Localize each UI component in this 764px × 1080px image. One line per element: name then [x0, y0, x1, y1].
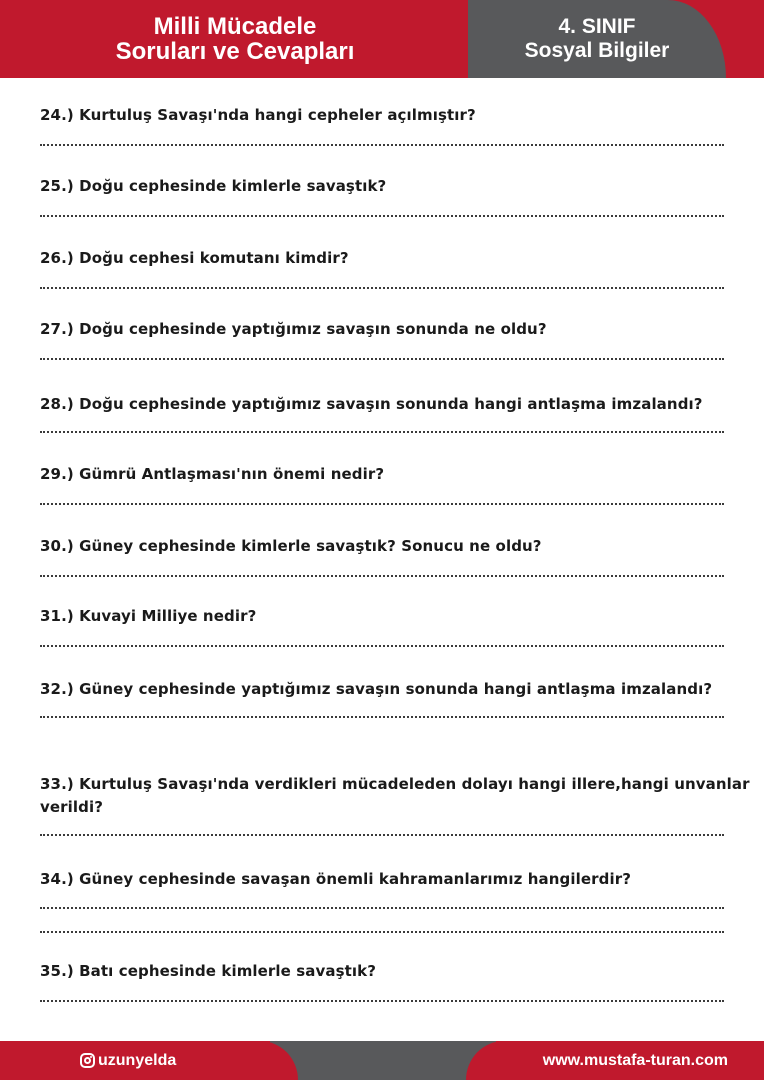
answer-line [40, 834, 724, 836]
answer-line [40, 431, 724, 433]
question-35: 35.) Batı cephesinde kimlerle savaştık? [40, 962, 377, 980]
answer-line [40, 215, 724, 217]
answer-line [40, 931, 724, 933]
footer-website[interactable] [466, 1041, 764, 1080]
answer-line [40, 1000, 724, 1002]
page-footer [0, 1041, 764, 1080]
question-32: 32.) Güney cephesinde yaptığımız savaşın sonunda hangi antlaşma imzalandı? [40, 680, 713, 698]
answer-line [40, 716, 724, 718]
question-26: 26.) Doğu cephesi komutanı kimdir? [40, 249, 349, 267]
question-33-continued: verildi? [40, 798, 104, 816]
header-grade-block [468, 0, 726, 78]
question-29: 29.) Gümrü Antlaşması'nın önemi nedir? [40, 465, 385, 483]
question-25: 25.) Doğu cephesinde kimlerle savaştık? [40, 177, 387, 195]
answer-line [40, 575, 724, 577]
question-24: 24.) Kurtuluş Savaşı'nda hangi cepheler açılmıştır? [40, 106, 476, 124]
page-header [0, 0, 764, 78]
question-31: 31.) Kuvayi Milliye nedir? [40, 607, 257, 625]
instagram-icon [80, 1053, 95, 1068]
header-title-line1: Milli Mücadele [153, 13, 317, 40]
answer-line [40, 358, 724, 360]
header-grade: 4. SINIF [558, 15, 636, 38]
answer-line [40, 503, 724, 505]
header-subject: Sosyal Bilgiler [524, 39, 670, 62]
header-title-block [0, 0, 470, 78]
question-34: 34.) Güney cephesinde savaşan önemli kahramanlarımız hangilerdir? [40, 870, 632, 888]
question-27: 27.) Doğu cephesinde yaptığımız savaşın sonunda ne oldu? [40, 320, 547, 338]
instagram-handle: uzunyelda [98, 1051, 177, 1069]
question-33: 33.) Kurtuluş Savaşı'nda verdikleri mücadeleden dolayı hangi illere,hangi unvanlar [40, 775, 750, 793]
footer-instagram[interactable] [0, 1041, 298, 1080]
question-30: 30.) Güney cephesinde kimlerle savaştık? Sonucu ne oldu? [40, 537, 542, 555]
footer-gray-band [270, 1041, 496, 1080]
answer-line [40, 144, 724, 146]
header-title-line2: Soruları ve Cevapları [115, 38, 355, 65]
answer-line [40, 907, 724, 909]
answer-line [40, 645, 724, 647]
answer-line [40, 287, 724, 289]
website-link[interactable]: www.mustafa-turan.com [542, 1051, 728, 1069]
question-28: 28.) Doğu cephesinde yaptığımız savaşın sonunda hangi antlaşma imzalandı? [40, 395, 703, 413]
